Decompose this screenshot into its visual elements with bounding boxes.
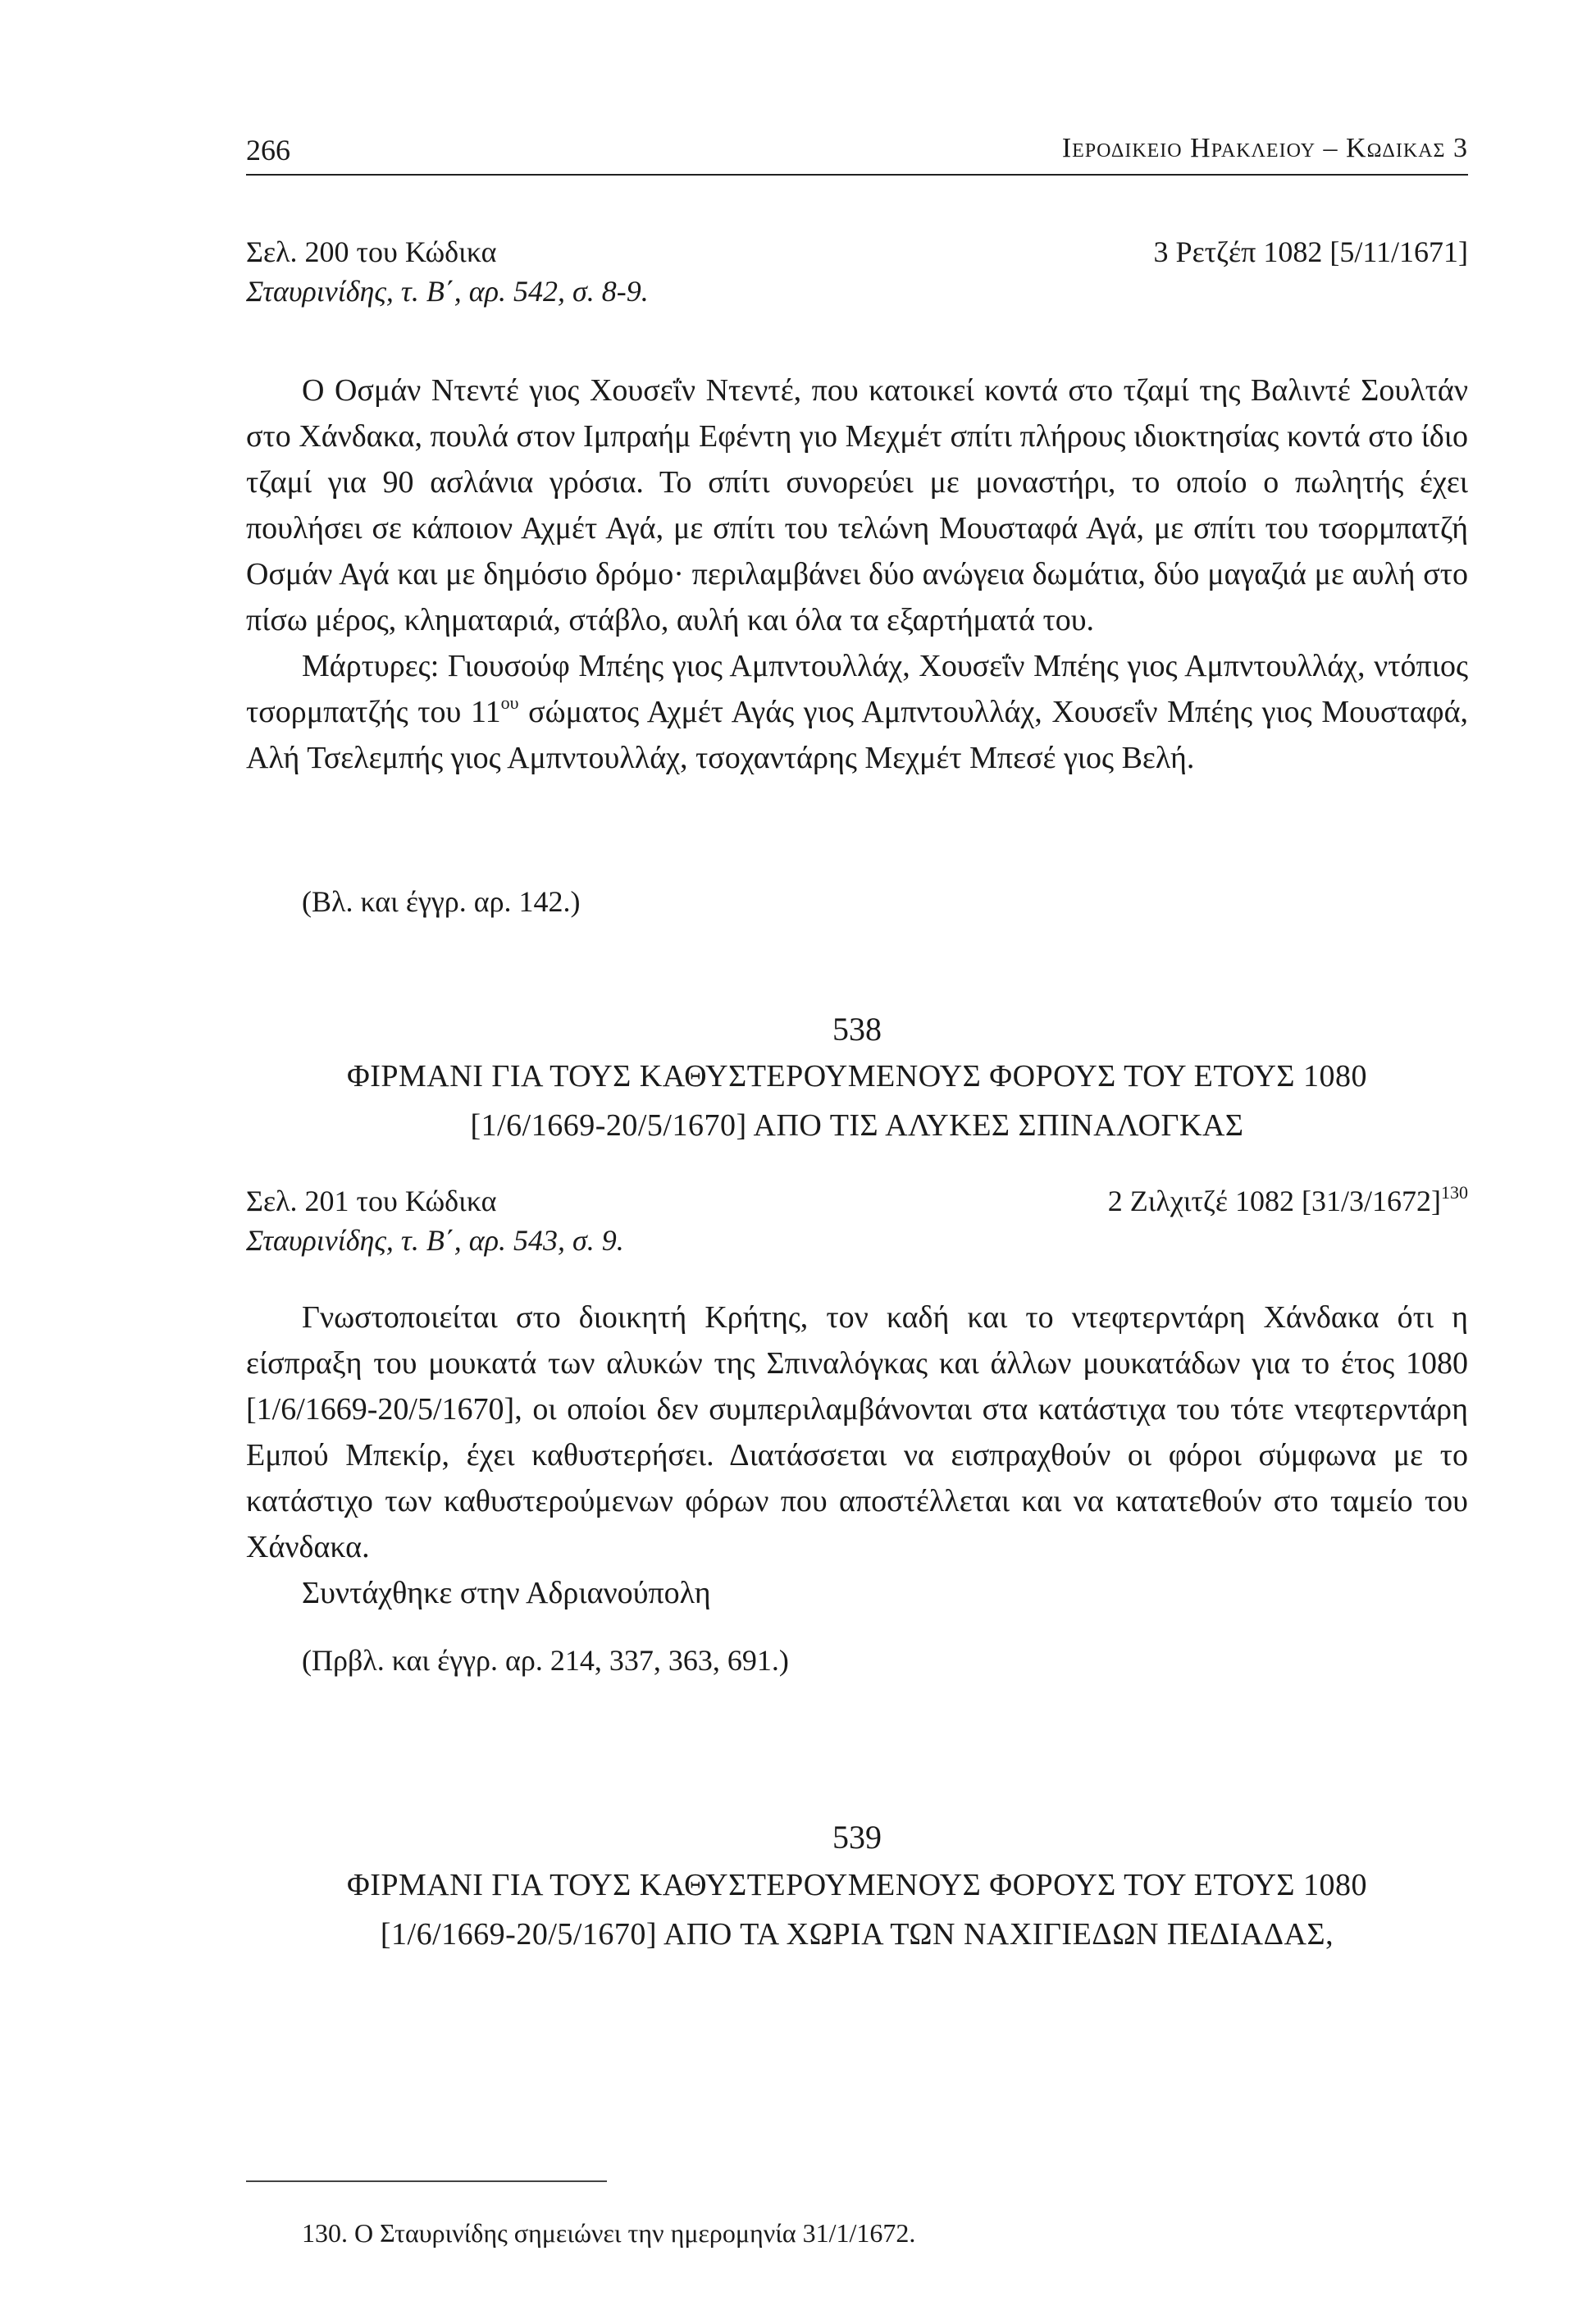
page-number: 266 xyxy=(246,134,290,167)
doc537-body xyxy=(246,368,1468,781)
doc538-date: 2 Ζιλχιτζέ 1082 [31/3/1672] xyxy=(1107,1185,1441,1217)
doc538-page-ref: Σελ. 201 του Κώδικα xyxy=(246,1185,497,1217)
doc538-see-also: (Πρβλ. και έγγρ. αρ. 214, 337, 363, 691.) xyxy=(302,1644,789,1677)
doc538-body-text: Γνωστοποιείται στο διοικητή Κρήτης, τον καδή και το ντεφτερντάρη Χάνδακα ότι η είσπραξη του μουκατά των αλυκών της Σπιναλόγκας και άλλων μουκατάδων για το έτος 1080 [1/6/1669-20/5/1670], οι οποίοι δεν συμπεριλαμβάνονται στα κατάστιχα του τότε ντεφτερντάρη Εμπού Μπεκίρ, έχει καθυστερήσει. Διατάσσεται να εισπραχθούν οι φόροι σύμφωνα με το κατάστιχο των καθυστερούμενων φόρων που αποστέλλεται και να κατατεθούν στο ταμείο του Χάνδακα. xyxy=(246,1300,1468,1564)
doc538-date-note: 130 xyxy=(1441,1182,1468,1203)
doc539-number: 539 xyxy=(832,1819,882,1856)
footnote-rule xyxy=(246,2180,607,2182)
doc537-page-ref: Σελ. 200 του Κώδικα xyxy=(246,235,497,268)
doc537-meta xyxy=(246,232,1468,311)
doc538-date-wrap xyxy=(1108,1181,1468,1221)
doc539-title-line1: ΦΙΡΜΑΝΙ ΓΙΑ ΤΟΥΣ ΚΑΘΥΣΤΕΡΟΥΜΕΝΟΥΣ ΦΟΡΟΥΣ ΤΟΥ ΕΤΟΥΣ 1080 xyxy=(346,1868,1368,1902)
doc537-witnesses-a: Μάρτυρες: Γιουσούφ Μπέης γιος Αμπντουλλάχ, Χουσεΐν Μπέης γιος Αμπντουλλάχ, ντόπιος τσορμπατζής του 11 xyxy=(246,649,1468,729)
doc538-title-line2: [1/6/1669-20/5/1670] ΑΠΟ ΤΙΣ ΑΛΥΚΕΣ ΣΠΙΝΑΛΟΓΚΑΣ xyxy=(470,1108,1244,1143)
doc537-witnesses-b: σώματος Αχμέτ Αγάς γιος Αμπντουλλάχ, Χουσεΐν Μπέης γιος Μουσταφά, Αλή Τσελεμπής γιος Αμπντουλλάχ, τσοχαντάρης Μεχμέτ Μπεσέ γιος Βελή. xyxy=(246,695,1468,775)
doc538-number: 538 xyxy=(832,1011,882,1048)
doc538-source: Σταυρινίδης, τ. Β΄, αρ. 543, σ. 9. xyxy=(246,1224,624,1257)
doc537-date: 3 Ρετζέπ 1082 [5/11/1671] xyxy=(1153,235,1468,268)
running-header xyxy=(246,131,1468,176)
doc539-title-line2: [1/6/1669-20/5/1670] ΑΠΟ ΤΑ ΧΩΡΙΑ ΤΩΝ ΝΑΧΙΓΙΕΔΩΝ ΠΕΔΙΑΔΑΣ, xyxy=(380,1917,1334,1952)
running-title: Ιεροδικειο Ηρακλειου – Κωδικας 3 xyxy=(1061,133,1468,163)
doc538-body xyxy=(246,1294,1468,1616)
doc537-witnesses xyxy=(246,643,1468,781)
doc538-place: Συντάχθηκε στην Αδριανούπολη xyxy=(302,1576,711,1610)
doc537-witnesses-sup: ου xyxy=(500,692,519,714)
doc538-title-line1: ΦΙΡΜΑΝΙ ΓΙΑ ΤΟΥΣ ΚΑΘΥΣΤΕΡΟΥΜΕΝΟΥΣ ΦΟΡΟΥΣ ΤΟΥ ΕΤΟΥΣ 1080 xyxy=(346,1059,1368,1094)
doc537-source: Σταυρινίδης, τ. Β΄, αρ. 542, σ. 8-9. xyxy=(246,275,649,308)
doc537-body-text: Ο Οσμάν Ντεντέ γιος Χουσεΐν Ντεντέ, που κατοικεί κοντά στο τζαμί της Βαλιντέ Σουλτάν στο Χάνδακα, πουλά στον Ιμπραήμ Εφέντη γιο Μεχμέτ σπίτι πλήρους ιδιοκτησίας κοντά στο ίδιο τζαμί για 90 ασλάνια γρόσια. Το σπίτι συνορεύει με μοναστήρι, το οποίο ο πωλητής έχει πουλήσει σε κάποιον Αχμέτ Αγά, με σπίτι του τελώνη Μουσταφά Αγά, με σπίτι του τσορμπατζή Οσμάν Αγά και με δημόσιο δρόμο· περιλαμβάνει δύο ανώγεια δωμάτια, δύο μαγαζιά με αυλή στο πίσω μέρος, κληματαριά, στάβλο, αυλή και όλα τα εξαρτήματά του. xyxy=(246,373,1468,637)
footnote: 130. Ο Σταυρινίδης σημειώνει την ημερομηνία 31/1/1672. xyxy=(302,2218,916,2248)
doc538-meta xyxy=(246,1181,1468,1260)
doc537-see-also: (Βλ. και έγγρ. αρ. 142.) xyxy=(302,885,581,918)
